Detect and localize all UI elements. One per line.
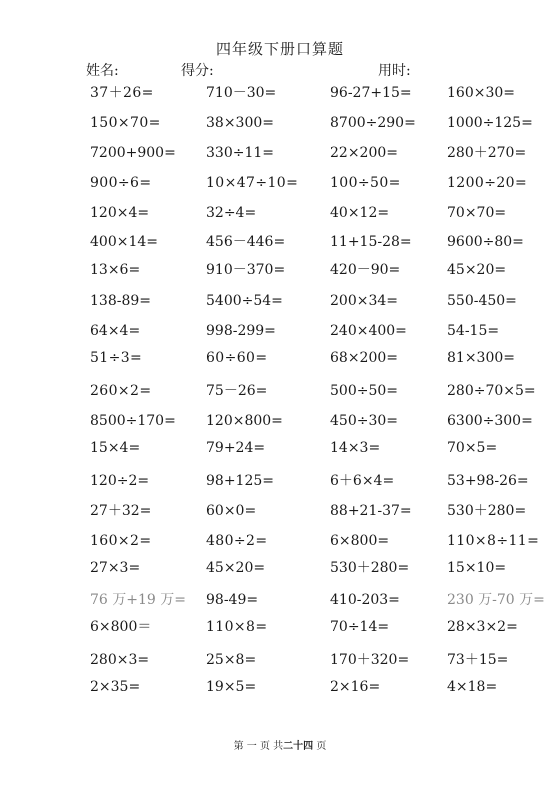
problem-r12-c2: 120×800=: [206, 413, 283, 429]
problem-r5-c1: 120×4=: [90, 205, 150, 221]
problem-r2-c4: 1000÷125=: [447, 115, 533, 131]
problem-r8-c1: 138-89=: [90, 293, 151, 309]
problem-r13-c1: 15×4=: [90, 440, 141, 456]
problem-r3-c1: 7200+900=: [90, 145, 176, 161]
problem-r20-c2: 25×8=: [206, 652, 257, 668]
problem-r12-c3: 450÷30=: [330, 413, 398, 429]
problem-r4-c2: 10×47÷10=: [206, 175, 299, 191]
problem-r19-c3: 70÷14=: [330, 619, 390, 635]
problem-r20-c3: 170＋320=: [330, 652, 410, 668]
problem-r2-c3: 8700÷290=: [330, 115, 416, 131]
problem-r14-c2: 98+125=: [206, 473, 274, 489]
problem-r10-c3: 68×200=: [330, 350, 398, 366]
problem-r13-c3: 14×3=: [330, 440, 381, 456]
page-title: 四年级下册口算题: [215, 40, 344, 58]
problem-r5-c4: 70×70=: [447, 205, 507, 221]
problem-r17-c4: 15×10=: [447, 560, 507, 576]
problem-r21-c1: 2×35=: [90, 679, 141, 695]
problem-r17-c1: 27×3=: [90, 560, 141, 576]
problem-r16-c1: 160×2=: [90, 533, 152, 549]
problem-r4-c3: 100÷50=: [330, 175, 401, 191]
problem-r19-c1: 6×800＝: [90, 619, 152, 635]
problem-r12-c4: 6300÷300=: [447, 413, 533, 429]
problem-r14-c4: 53+98-26=: [447, 473, 529, 489]
problem-r10-c1: 51÷3=: [90, 350, 143, 366]
problem-r4-c1: 900÷6=: [90, 175, 152, 191]
problem-r9-c1: 64×4=: [90, 323, 141, 339]
problem-r11-c3: 500÷50=: [330, 383, 398, 399]
page-footer: [0, 737, 560, 752]
problem-r15-c1: 27＋32=: [90, 503, 152, 519]
problem-r3-c2: 330÷11=: [206, 145, 274, 161]
name-label: 姓名:: [86, 63, 119, 79]
problem-r2-c1: 150×70=: [90, 115, 161, 131]
problem-r10-c4: 81×300=: [447, 350, 515, 366]
problem-r6-c4: 9600÷80=: [447, 234, 524, 250]
problem-r19-c4: 28×3×2=: [447, 619, 518, 635]
problem-r16-c2: 480÷2=: [206, 533, 268, 549]
problem-r21-c4: 4×18=: [447, 679, 498, 695]
problem-r14-c3: 6＋6×4=: [330, 473, 395, 489]
problem-r11-c1: 260×2=: [90, 383, 152, 399]
problem-r8-c4: 550-450=: [447, 293, 517, 309]
problem-r12-c1: 8500÷170=: [90, 413, 176, 429]
problem-r15-c2: 60×0=: [206, 503, 257, 519]
problem-r18-c4: 230 万-70 万=: [447, 592, 545, 608]
problem-r7-c1: 13×6=: [90, 262, 141, 278]
problem-r13-c4: 70×5=: [447, 440, 498, 456]
problem-r15-c3: 88+21-37=: [330, 503, 412, 519]
problem-r8-c2: 5400÷54=: [206, 293, 283, 309]
problem-r7-c3: 420－90=: [330, 262, 401, 278]
problem-r7-c2: 910－370=: [206, 262, 286, 278]
problem-r5-c2: 32÷4=: [206, 205, 257, 221]
problem-r21-c2: 19×5=: [206, 679, 257, 695]
problem-r10-c2: 60÷60=: [206, 350, 268, 366]
problem-r8-c3: 200×34=: [330, 293, 398, 309]
problem-r17-c2: 45×20=: [206, 560, 266, 576]
problem-r9-c2: 998-299=: [206, 323, 276, 339]
problem-r14-c1: 120÷2=: [90, 473, 150, 489]
problem-r18-c3: 410-203=: [330, 592, 400, 608]
problem-r15-c4: 530＋280=: [447, 503, 527, 519]
problem-r6-c3: 11+15-28=: [330, 234, 412, 250]
problem-r4-c4: 1200÷20=: [447, 175, 528, 191]
problem-r20-c1: 280×3=: [90, 652, 150, 668]
problem-r3-c3: 22×200=: [330, 145, 398, 161]
footer-prefix: 第 一 页 共: [233, 741, 284, 752]
problem-r6-c2: 456－446=: [206, 234, 286, 250]
problem-r1-c3: 96-27+15=: [330, 85, 412, 101]
time-label: 用时:: [378, 63, 411, 79]
footer-suffix: 页: [316, 741, 327, 752]
problem-r1-c4: 160×30=: [447, 85, 515, 101]
problem-r7-c4: 45×20=: [447, 262, 507, 278]
problem-r17-c3: 530＋280=: [330, 560, 410, 576]
problem-r18-c1: 76 万+19 万=: [90, 592, 186, 608]
score-label: 得分:: [181, 63, 214, 79]
problem-r9-c4: 54-15=: [447, 323, 500, 339]
problem-r5-c3: 40×12=: [330, 205, 390, 221]
problem-r9-c3: 240×400=: [330, 323, 407, 339]
problem-r11-c2: 75－26=: [206, 383, 268, 399]
problem-r1-c1: 37＋26=: [90, 85, 154, 101]
problem-r1-c2: 710－30=: [206, 85, 277, 101]
problem-r2-c2: 38×300=: [206, 115, 274, 131]
problem-r18-c2: 98-49=: [206, 592, 259, 608]
problem-r11-c4: 280÷70×5=: [447, 383, 536, 399]
problem-r16-c4: 110×8÷11=: [447, 533, 540, 549]
problem-r13-c2: 79+24=: [206, 440, 266, 456]
problem-r3-c4: 280＋270=: [447, 145, 527, 161]
problem-r21-c3: 2×16=: [330, 679, 381, 695]
footer-total: 二十四: [283, 741, 314, 752]
problem-r20-c4: 73＋15=: [447, 652, 509, 668]
problem-r6-c1: 400×14=: [90, 234, 158, 250]
problem-r19-c2: 110×8=: [206, 619, 268, 635]
problem-r16-c3: 6×800=: [330, 533, 390, 549]
